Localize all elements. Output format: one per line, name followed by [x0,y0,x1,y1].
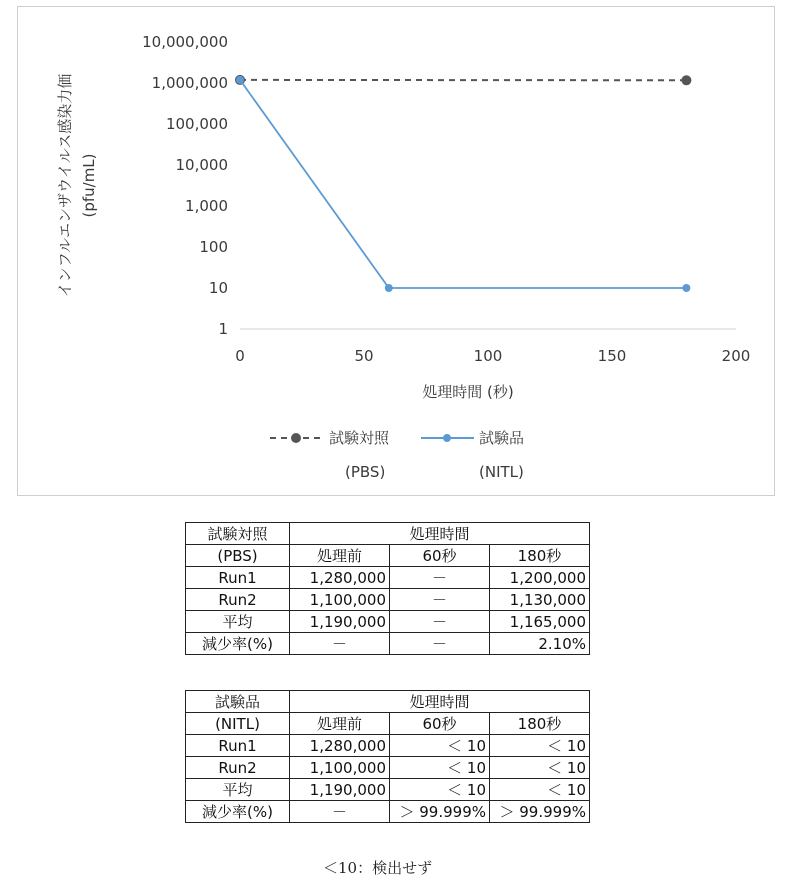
table-cell: ＜ 10 [490,779,590,801]
x-tick-label: 50 [354,347,374,365]
table-cell: － [390,567,490,589]
row-label: Run1 [186,567,290,589]
legend-control-name: 試験対照 [329,429,390,447]
legend-test-marker [443,434,451,442]
y-tick-label: 10,000 [175,156,228,174]
test-results-table [185,690,590,823]
row-label: 減少率(%) [186,633,290,655]
table-cell: 1,280,000 [290,567,390,589]
series-point-1 [682,284,690,292]
table-cell: 1,100,000 [290,757,390,779]
table-cell: 1,130,000 [490,589,590,611]
table-row [186,801,590,823]
table-col-header: 60秒 [390,713,490,735]
y-axis-title: インフルエンザウイルス感染力価 [56,73,74,298]
x-tick-label: 100 [473,347,503,365]
table-label-cell: 試験対照 [186,523,290,545]
table-cell: － [290,801,390,823]
table-col-header: 処理前 [290,545,390,567]
table-cell: ＜ 10 [390,735,490,757]
table-label-cell: 試験品 [186,691,290,713]
series-point-1 [385,284,393,292]
y-tick-label: 1,000 [185,197,228,215]
table-cell: 1,200,000 [490,567,590,589]
footnote: ＜10：検出せず [323,859,433,877]
y-tick-label: 1,000,000 [151,74,228,92]
legend [270,429,524,481]
table-cell: 1,280,000 [290,735,390,757]
y-tick-label: 1 [218,320,228,338]
table-row [186,757,590,779]
table-cell: － [290,633,390,655]
legend-test-name: 試験品 [479,429,525,447]
series-point-0 [681,75,691,85]
row-label: 平均 [186,779,290,801]
table-row [186,567,590,589]
row-label: Run2 [186,757,290,779]
table-col-header: 60秒 [390,545,490,567]
series-layer [235,75,691,292]
control-results-table [185,522,590,655]
table-cell: 1,100,000 [290,589,390,611]
x-tick-label: 200 [721,347,751,365]
table-cell: － [390,611,490,633]
y-tick-label: 100,000 [165,115,228,133]
table-cell: 2.10% [490,633,590,655]
y-tick-label: 10 [208,279,228,297]
table-cell: ＜ 10 [390,757,490,779]
y-tick-label: 10,000,000 [142,33,228,51]
row-label: Run2 [186,589,290,611]
x-axis-ticks [235,347,750,365]
chart-panel [17,6,775,496]
table-col-header: 処理前 [290,713,390,735]
x-axis-title: 処理時間 (秒) [422,383,514,401]
legend-control-sub: (PBS) [345,463,386,481]
x-tick-label: 0 [235,347,245,365]
table-cell: ＜ 10 [390,779,490,801]
table-cell: 1,190,000 [290,779,390,801]
table-row [186,633,590,655]
legend-control-marker [291,433,301,443]
table-group-header: 処理時間 [290,523,590,545]
x-tick-label: 150 [597,347,627,365]
table-row [186,735,590,757]
legend-test-sub: (NITL) [479,463,524,481]
row-label: 平均 [186,611,290,633]
table-cell: － [390,589,490,611]
table-cell: ＞ 99.999% [490,801,590,823]
table-cell: － [390,633,490,655]
table-label-cell: (PBS) [186,545,290,567]
series-point-1 [236,76,244,84]
table-col-header: 180秒 [490,545,590,567]
table-col-header: 180秒 [490,713,590,735]
y-axis-title-group [56,74,98,298]
line-chart [18,7,776,497]
table-cell: ＜ 10 [490,735,590,757]
row-label: Run1 [186,735,290,757]
row-label: 減少率(%) [186,801,290,823]
y-axis-ticks [142,33,228,338]
series-line-1 [240,80,686,288]
table-cell: ＞ 99.999% [390,801,490,823]
table-row [186,779,590,801]
table-cell: ＜ 10 [490,757,590,779]
table-group-header: 処理時間 [290,691,590,713]
y-tick-label: 100 [199,238,228,256]
table-row [186,589,590,611]
table-row [186,611,590,633]
table-cell: 1,190,000 [290,611,390,633]
table-cell: 1,165,000 [490,611,590,633]
table-label-cell: (NITL) [186,713,290,735]
y-axis-unit: (pfu/mL) [80,153,98,218]
